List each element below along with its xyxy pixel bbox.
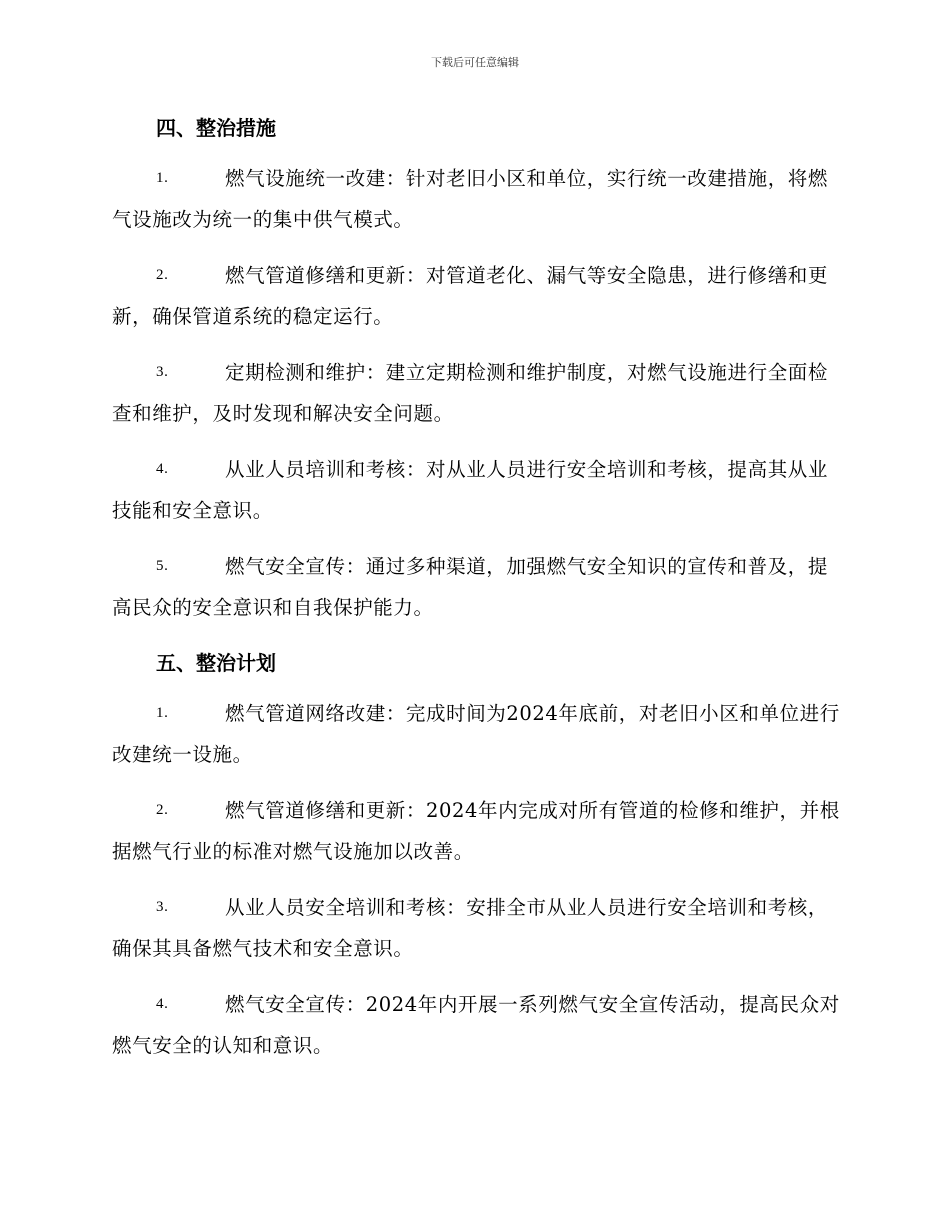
list-item bbox=[112, 546, 842, 628]
section-title: 五、整治计划 bbox=[156, 651, 276, 675]
item-text: 燃气安全宣传：2024年内开展一系列燃气安全宣传活动，提高民众对燃气安全的认知和意识。 bbox=[112, 993, 840, 1057]
list-item bbox=[112, 255, 842, 337]
item-number: 5. bbox=[156, 558, 169, 574]
item-number: 1. bbox=[156, 705, 169, 721]
item-number: 3. bbox=[156, 364, 169, 380]
item-text: 定期检测和维护：建立定期检测和维护制度，对燃气设施进行全面检查和维护，及时发现和解决安全问题。 bbox=[112, 361, 829, 425]
page-header-note: 下载后可任意编辑 bbox=[431, 56, 519, 69]
item-number: 4. bbox=[156, 996, 169, 1012]
section-plan bbox=[112, 643, 842, 1066]
item-text: 燃气安全宣传：通过多种渠道，加强燃气安全知识的宣传和普及，提高民众的安全意识和自我保护能力。 bbox=[112, 555, 829, 619]
item-text: 燃气管道修缮和更新：对管道老化、漏气等安全隐患，进行修缮和更新，确保管道系统的稳定运行。 bbox=[112, 264, 829, 328]
item-number: 1. bbox=[156, 170, 169, 186]
list-item bbox=[112, 693, 842, 775]
item-text: 燃气设施统一改建：针对老旧小区和单位，实行统一改建措施，将燃气设施改为统一的集中供气模式。 bbox=[112, 167, 829, 231]
item-number: 3. bbox=[156, 899, 169, 915]
item-text: 燃气管道修缮和更新：2024年内完成对所有管道的检修和维护，并根据燃气行业的标准对燃气设施加以改善。 bbox=[112, 799, 840, 863]
item-number: 2. bbox=[156, 802, 169, 818]
item-text: 从业人员培训和考核：对从业人员进行安全培训和考核，提高其从业技能和安全意识。 bbox=[112, 458, 829, 522]
item-number: 2. bbox=[156, 267, 169, 283]
section-measures bbox=[112, 108, 842, 628]
list-item bbox=[112, 352, 842, 434]
list-item bbox=[112, 449, 842, 531]
item-number: 4. bbox=[156, 461, 169, 477]
item-text: 燃气管道网络改建：完成时间为2024年底前，对老旧小区和单位进行改建统一设施。 bbox=[112, 702, 840, 766]
list-item bbox=[112, 790, 842, 872]
item-text: 从业人员安全培训和考核：安排全市从业人员进行安全培训和考核，确保其具备燃气技术和安全意识。 bbox=[112, 896, 829, 960]
list-item bbox=[112, 984, 842, 1066]
section-title: 四、整治措施 bbox=[156, 116, 276, 140]
list-item bbox=[112, 158, 842, 240]
list-item bbox=[112, 887, 842, 969]
document-body bbox=[112, 108, 842, 1081]
